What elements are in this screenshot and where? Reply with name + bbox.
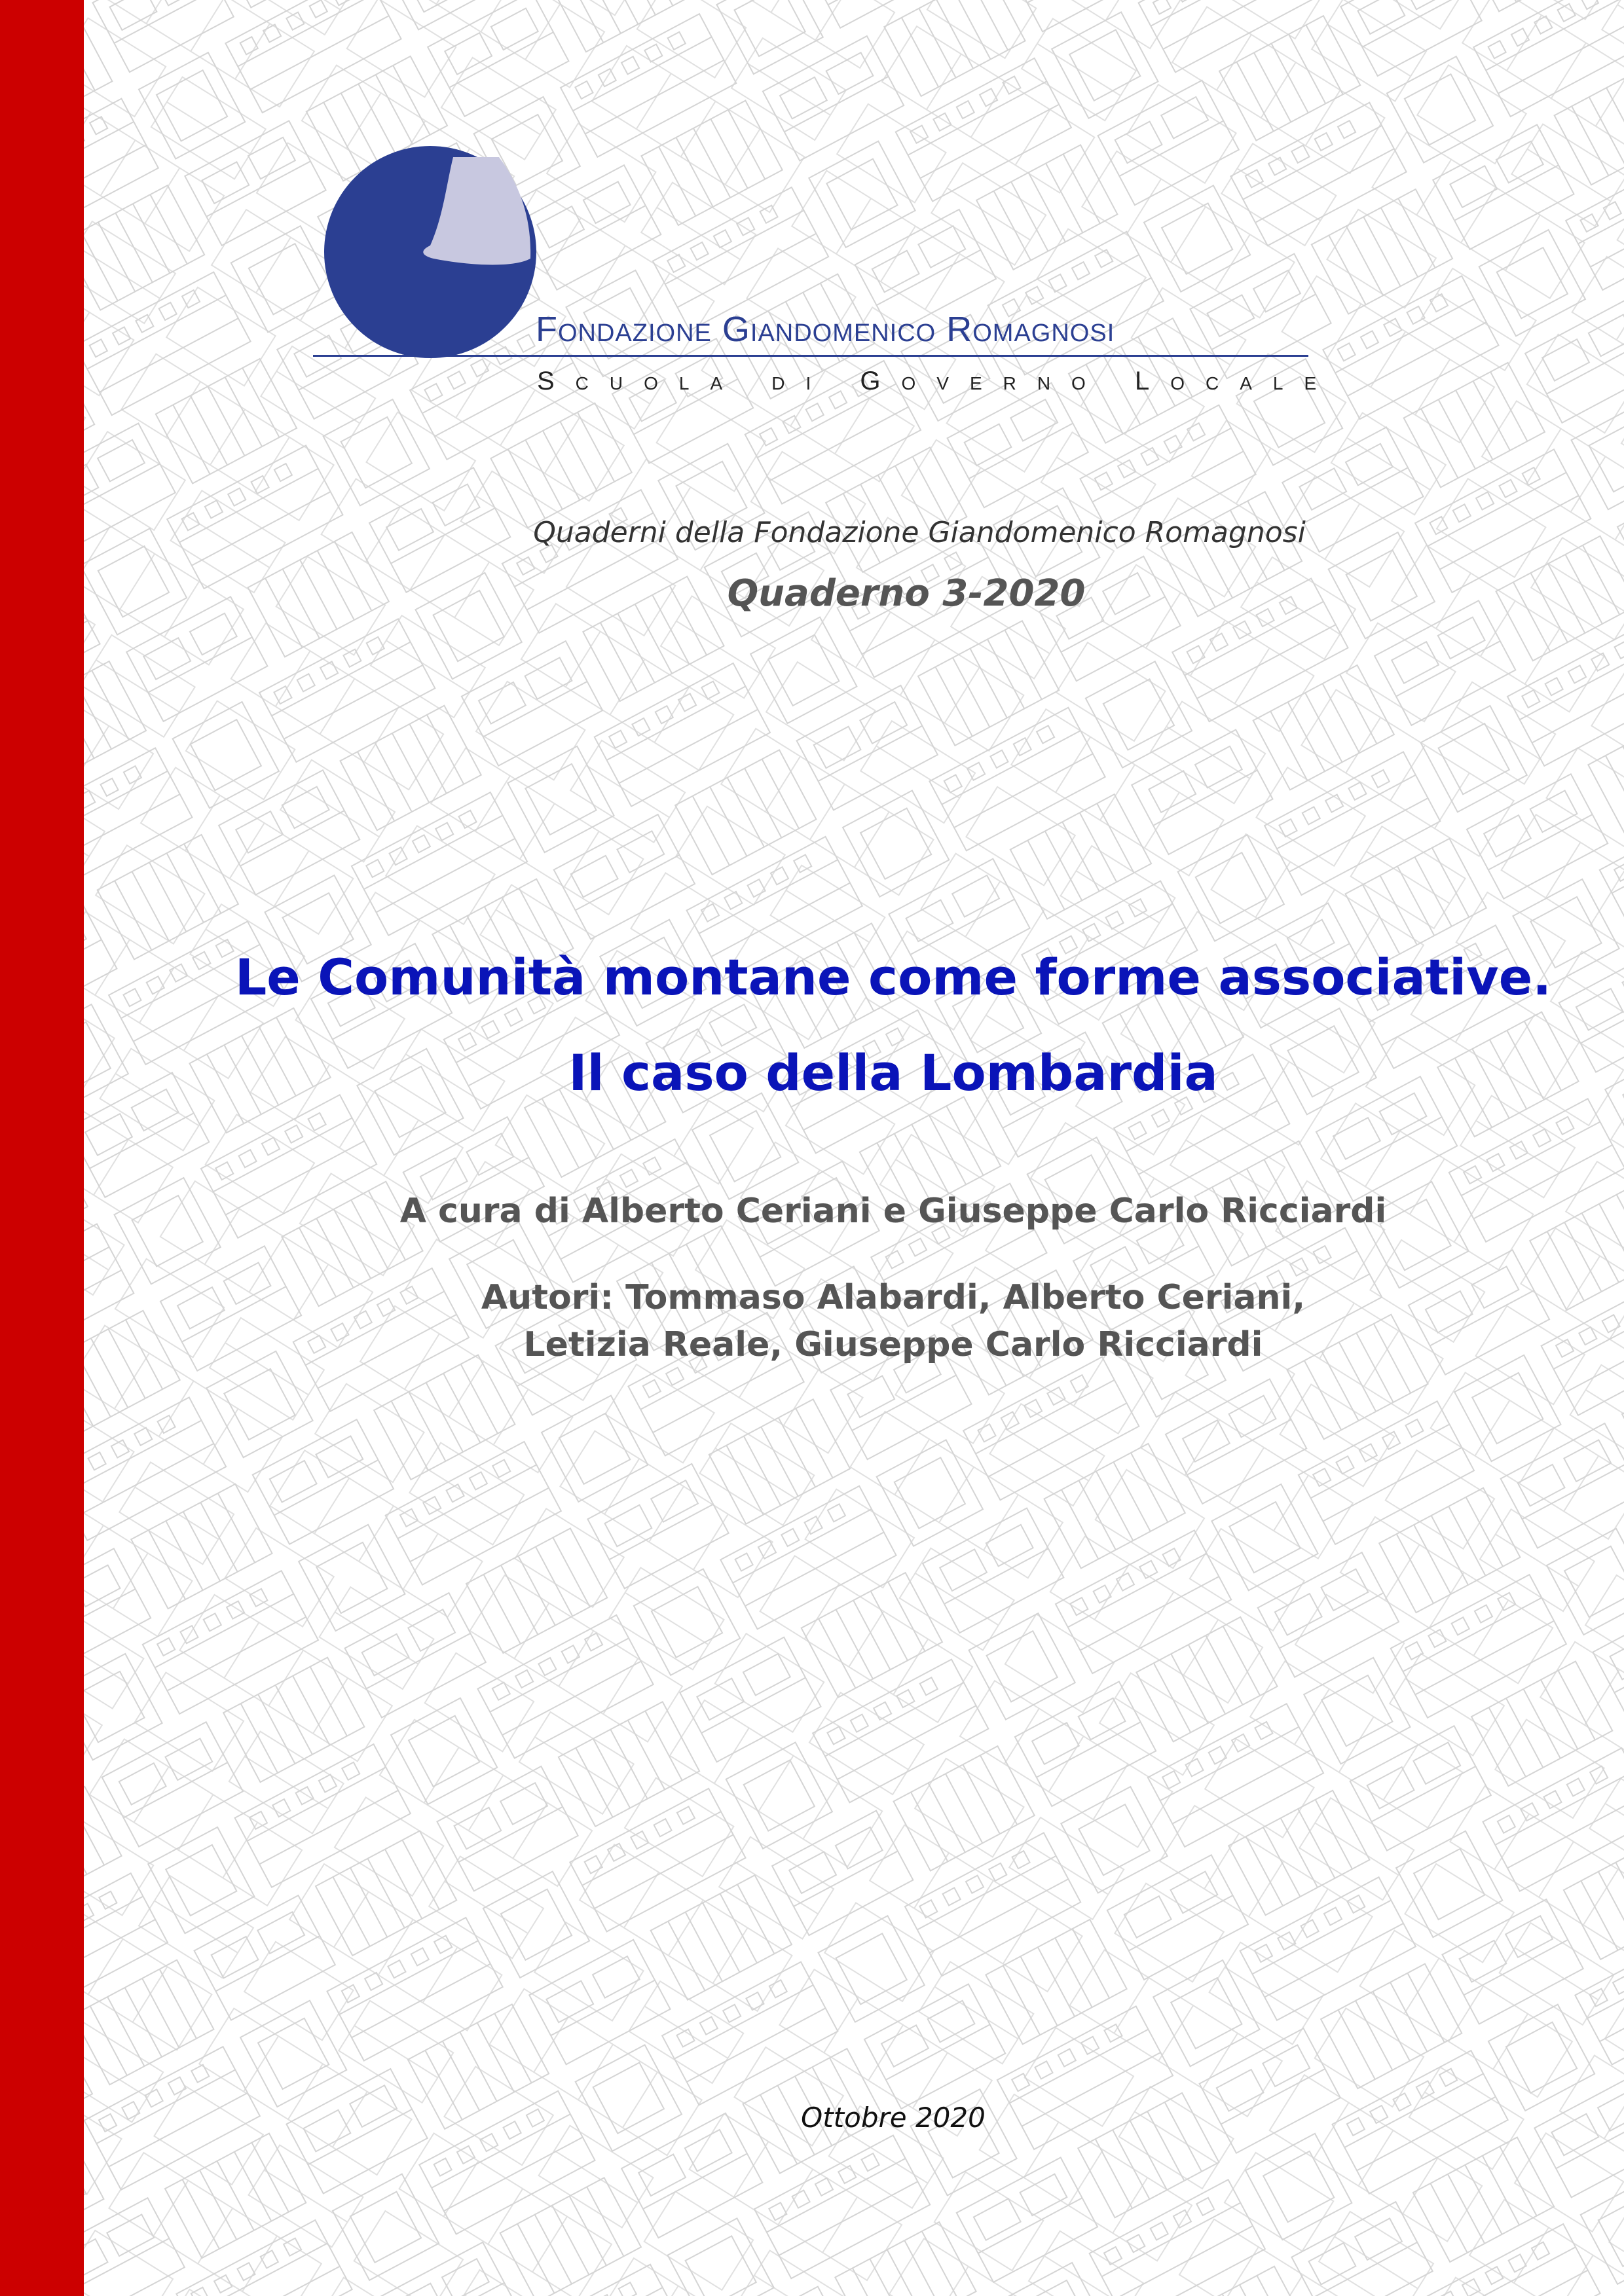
- red-side-band: [0, 0, 84, 2296]
- logo-emblem-icon: [322, 144, 538, 360]
- series-name: Quaderni della Fondazione Giandomenico Romagnosi: [533, 516, 1306, 549]
- foundation-logo: [313, 144, 1338, 406]
- authors-line-1: Autori: Tommaso Alabardi, Alberto Ceriani,: [481, 1278, 1306, 1317]
- logo-divider: [313, 355, 1308, 357]
- logo-subtitle: Scuola di Governo Locale: [537, 367, 1338, 395]
- editors-line: A cura di Alberto Ceriani e Giuseppe Carlo Ricciardi: [399, 1192, 1387, 1231]
- title-line-1: Le Comunità montane come forme associative.: [234, 948, 1552, 1006]
- title-line-2: Il caso della Lombardia: [568, 1044, 1218, 1102]
- issue-number: Quaderno 3-2020: [727, 572, 1086, 615]
- publication-date: Ottobre 2020: [801, 2102, 986, 2134]
- authors-line-2: Letizia Reale, Giuseppe Carlo Ricciardi: [523, 1325, 1263, 1364]
- logo-foundation-name: Fondazione Giandomenico Romagnosi: [536, 310, 1115, 349]
